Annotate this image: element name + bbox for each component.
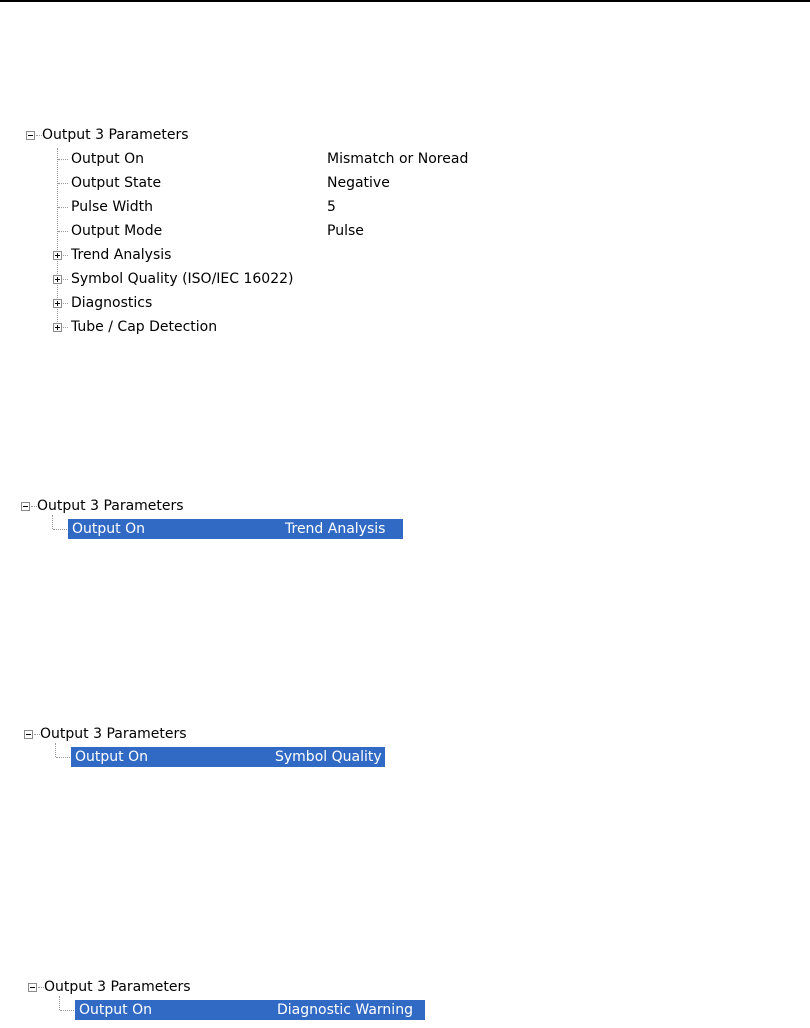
root-label: Output 3 Parameters xyxy=(44,979,191,995)
group-label: Trend Analysis xyxy=(71,247,172,263)
output-3-parameters-tree-trend xyxy=(21,495,421,545)
tree-connector xyxy=(53,529,67,530)
tree-item-output-mode[interactable] xyxy=(26,220,546,242)
tree-connector xyxy=(63,279,68,280)
selected-row-output-on[interactable] xyxy=(71,747,385,767)
tree-connector xyxy=(60,1010,74,1011)
tree-guide-line xyxy=(52,515,53,529)
tree-connector xyxy=(63,303,68,304)
param-value: Pulse xyxy=(327,223,364,239)
param-label: Output State xyxy=(71,175,162,191)
root-label: Output 3 Parameters xyxy=(42,127,189,143)
tree-connector xyxy=(63,255,68,256)
param-label: Output On xyxy=(72,521,145,537)
param-label: Output On xyxy=(71,151,144,167)
selected-row-output-on[interactable] xyxy=(75,1000,425,1020)
tree-guide-line xyxy=(59,996,60,1010)
expand-icon[interactable] xyxy=(53,299,62,308)
collapse-icon[interactable] xyxy=(28,983,37,992)
tree-connector xyxy=(58,207,68,208)
root-label: Output 3 Parameters xyxy=(40,726,187,742)
expand-icon[interactable] xyxy=(53,275,62,284)
root-label: Output 3 Parameters xyxy=(37,498,184,514)
param-value: Symbol Quality xyxy=(275,749,382,765)
param-value: Trend Analysis xyxy=(285,521,386,537)
param-value: Diagnostic Warning xyxy=(277,1002,413,1018)
param-label: Output On xyxy=(75,749,148,765)
tree-group-symbol-quality[interactable] xyxy=(26,268,426,290)
group-label: Symbol Quality (ISO/IEC 16022) xyxy=(71,271,294,287)
expand-icon[interactable] xyxy=(53,251,62,260)
tree-item-output-state[interactable] xyxy=(26,172,546,194)
param-label: Output Mode xyxy=(71,223,163,239)
param-value: 5 xyxy=(327,199,336,215)
tree-group-trend-analysis[interactable] xyxy=(26,244,426,266)
expand-icon[interactable] xyxy=(53,323,62,332)
group-label: Diagnostics xyxy=(71,295,153,311)
tree-connector xyxy=(63,327,68,328)
param-label: Output On xyxy=(79,1002,152,1018)
output-3-parameters-tree-diagnostics xyxy=(28,976,448,1026)
tree-group-tube-cap-detection[interactable] xyxy=(26,316,426,338)
output-3-parameters-tree-full xyxy=(26,124,546,344)
param-label: Pulse Width xyxy=(71,199,153,215)
top-rule xyxy=(0,0,810,2)
group-label: Tube / Cap Detection xyxy=(71,319,218,335)
selected-row-output-on[interactable] xyxy=(68,519,403,539)
collapse-icon[interactable] xyxy=(21,502,30,511)
tree-guide-line xyxy=(55,743,56,757)
param-value: Negative xyxy=(327,175,390,191)
tree-connector xyxy=(58,183,68,184)
tree-connector xyxy=(58,159,68,160)
tree-group-diagnostics[interactable] xyxy=(26,292,426,314)
collapse-icon[interactable] xyxy=(26,131,35,140)
output-3-parameters-tree-symbol-quality xyxy=(24,723,424,773)
param-value: Mismatch or Noread xyxy=(327,151,469,167)
tree-item-output-on[interactable] xyxy=(26,148,546,170)
tree-item-pulse-width[interactable] xyxy=(26,196,546,218)
collapse-icon[interactable] xyxy=(24,730,33,739)
tree-connector xyxy=(58,231,68,232)
tree-connector xyxy=(56,757,70,758)
